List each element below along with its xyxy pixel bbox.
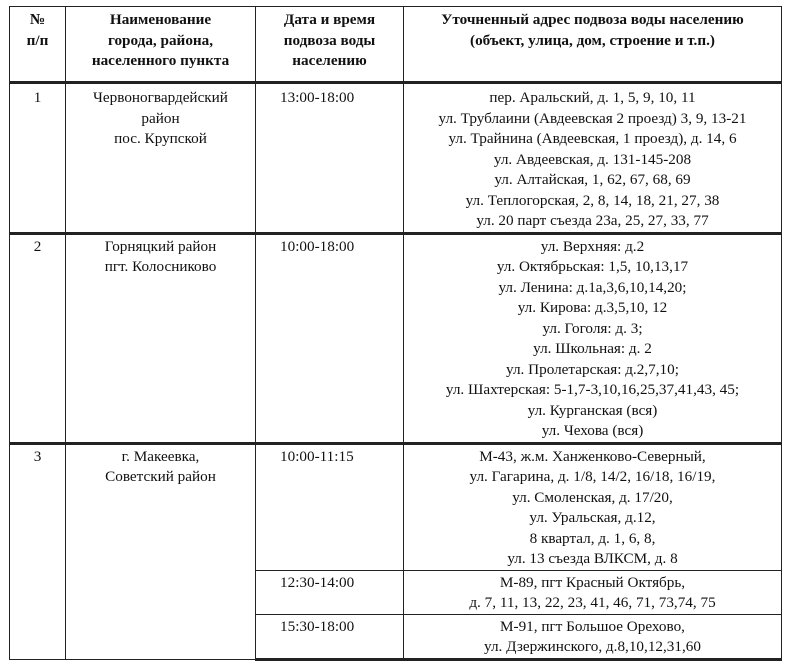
header-address (404, 7, 782, 83)
address-line: ул. Трублаини (Авдеевская 2 проезд) 3, 9, 13-21 (438, 109, 747, 127)
place-line: пгт. Колосниково (104, 258, 217, 275)
address-line: ул. Трайнина (Авдеевская, 1 проезд), д. 14, 6 (448, 130, 737, 147)
address-line: пер. Аральский, д. 1, 5, 9, 10, 11 (489, 89, 696, 106)
water-schedule-table-wrap (9, 6, 781, 661)
water-schedule-table (9, 6, 782, 661)
header-num (10, 7, 66, 83)
place-line: район (141, 109, 180, 127)
address-line: ул. Октябрьская: 1,5, 10,13,17 (496, 258, 689, 275)
address-line: ул. 13 съезда ВЛКСМ, д. 8 (507, 550, 678, 567)
address-line: М-89, пгт Красный Октябрь, (499, 573, 686, 591)
row-number: 2 (10, 233, 66, 443)
address-line: ул. Кирова: д.3,5,10, 12 (517, 299, 668, 316)
address-line: ул. Пролетарская: д.2,7,10; (506, 360, 679, 378)
address-line: ул. Гоголя: д. 3; (542, 319, 643, 337)
row-address (404, 83, 782, 234)
address-line: М-43, ж.м. Ханженково-Северный, (479, 447, 706, 465)
place-line: г. Макеевка, (121, 447, 200, 465)
row-address (404, 233, 782, 443)
header-time-line: подвоза воды (283, 31, 376, 49)
table-row (10, 83, 782, 234)
header-num-line: п/п (26, 31, 49, 49)
address-line: ул. Алтайская, 1, 62, 67, 68, 69 (494, 171, 691, 188)
address-line: ул. Авдеевская, д. 131-145-208 (493, 150, 692, 168)
address-line: ул. Гагарина, д. 1/8, 14/2, 16/18, 16/19, (469, 468, 716, 485)
row-time: 10:00-11:15 (256, 443, 404, 570)
row-number: 3 (10, 443, 66, 659)
address-line: ул. Чехова (вся) (541, 422, 644, 439)
address-line: ул. Теплогорская, 2, 8, 14, 18, 21, 27, 38 (465, 191, 720, 209)
address-line: ул. Курганская (вся) (527, 401, 658, 419)
address-line: ул. Шахтерская: 5-1,7-3,10,16,25,37,41,43, 45; (445, 381, 740, 398)
table-row (10, 443, 782, 570)
address-line: М-91, пгт Большое Орехово, (500, 617, 685, 635)
header-time-line: Дата и время (283, 11, 376, 28)
place-line: Червоногвардейский (93, 89, 228, 106)
header-address-line: (объект, улица, дом, строение и т.п.) (470, 31, 715, 49)
row-time: 10:00-18:00 (256, 233, 404, 443)
row-address (404, 443, 782, 570)
header-place-line: населенного пункта (91, 52, 230, 69)
header-num-line: № (29, 11, 46, 28)
header-address-line: Уточненный адрес подвоза воды населению (441, 11, 744, 28)
address-line: ул. Дзержинского, д.8,10,12,31,60 (484, 638, 701, 655)
address-line: ул. Ленина: д.1а,3,6,10,14,20; (498, 278, 687, 296)
header-time-line: населению (292, 52, 367, 69)
header-time (256, 7, 404, 83)
place-line: Советский район (105, 468, 216, 485)
address-line: ул. Уральская, д.12, (529, 509, 656, 526)
address-line: д. 7, 11, 13, 22, 23, 41, 46, 71, 73,74, 75 (469, 594, 716, 611)
header-place (66, 7, 256, 83)
address-line: ул. Школьная: д. 2 (533, 340, 652, 357)
row-place (66, 443, 256, 659)
header-place-line: города, района, (107, 31, 214, 49)
place-line: пос. Крупской (114, 130, 207, 147)
row-place (66, 83, 256, 234)
header-place-line: Наименование (109, 11, 212, 28)
row-address (404, 614, 782, 659)
row-place (66, 233, 256, 443)
address-line: ул. 20 парт съезда 23а, 25, 27, 33, 77 (476, 212, 709, 229)
place-line: Горняцкий район (104, 237, 217, 255)
address-line: 8 квартал, д. 1, 6, 8, (529, 529, 656, 547)
address-line: ул. Верхняя: д.2 (540, 237, 645, 255)
row-time: 12:30-14:00 (256, 570, 404, 614)
row-number: 1 (10, 83, 66, 234)
row-time: 15:30-18:00 (256, 614, 404, 659)
table-row (10, 233, 782, 443)
row-time: 13:00-18:00 (256, 83, 404, 234)
address-line: ул. Смоленская, д. 17/20, (512, 488, 673, 506)
row-address (404, 570, 782, 614)
table-header-row (10, 7, 782, 83)
